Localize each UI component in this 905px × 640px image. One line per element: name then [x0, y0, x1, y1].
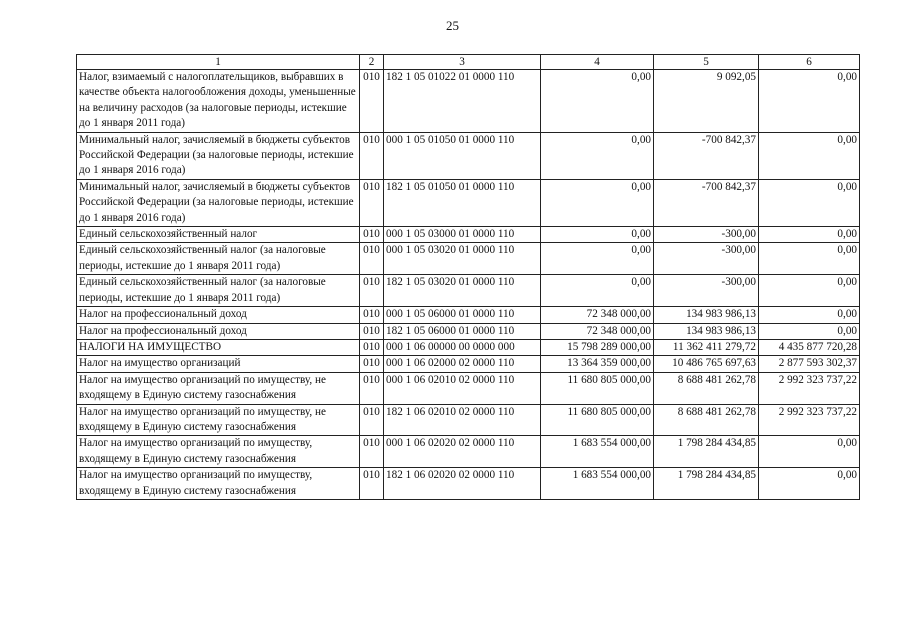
table-row [77, 404, 860, 436]
row-col5-value: -300,00 [654, 227, 759, 243]
row-col4-value: 0,00 [541, 70, 654, 133]
row-col6-value: 0,00 [759, 468, 860, 500]
table-row [77, 275, 860, 307]
row-col5-value: 8 688 481 262,78 [654, 372, 759, 404]
row-col4-value: 0,00 [541, 179, 654, 226]
row-budget-code: 000 1 06 02000 02 0000 110 [384, 356, 541, 372]
row-budget-code: 182 1 06 02010 02 0000 110 [384, 404, 541, 436]
row-col5-value: 11 362 411 279,72 [654, 339, 759, 355]
table-row [77, 243, 860, 275]
row-name: НАЛОГИ НА ИМУЩЕСТВО [77, 339, 360, 355]
row-col5-value: -300,00 [654, 243, 759, 275]
table-row [77, 179, 860, 226]
table-row [77, 339, 860, 355]
row-name: Налог, взимаемый с налогоплательщиков, выбравших в качестве объекта налогообложения доходы, уменьшенные на величину расходов (за налоговые периоды, истекшие до 1 января 2011 года) [77, 70, 360, 133]
row-col6-value: 2 992 323 737,22 [759, 372, 860, 404]
row-col6-value: 0,00 [759, 436, 860, 468]
table-row [77, 70, 860, 133]
row-name: Минимальный налог, зачисляемый в бюджеты субъектов Российской Федерации (за налоговые периоды, истекшие до 1 января 2016 года) [77, 132, 360, 179]
row-name: Единый сельскохозяйственный налог [77, 227, 360, 243]
row-code: 010 [360, 404, 384, 436]
row-col5-value: -700 842,37 [654, 132, 759, 179]
row-col6-value: 0,00 [759, 243, 860, 275]
column-header-6: 6 [759, 55, 860, 70]
row-col6-value: 0,00 [759, 307, 860, 323]
row-code: 010 [360, 307, 384, 323]
row-col6-value: 0,00 [759, 70, 860, 133]
row-code: 010 [360, 70, 384, 133]
row-col4-value: 0,00 [541, 243, 654, 275]
column-header-4: 4 [541, 55, 654, 70]
row-budget-code: 000 1 05 03000 01 0000 110 [384, 227, 541, 243]
row-col5-value: 134 983 986,13 [654, 323, 759, 339]
row-code: 010 [360, 372, 384, 404]
row-budget-code: 000 1 05 06000 01 0000 110 [384, 307, 541, 323]
row-code: 010 [360, 275, 384, 307]
row-col6-value: 0,00 [759, 179, 860, 226]
row-col4-value: 15 798 289 000,00 [541, 339, 654, 355]
row-col5-value: 8 688 481 262,78 [654, 404, 759, 436]
row-budget-code: 182 1 05 01050 01 0000 110 [384, 179, 541, 226]
table-row [77, 323, 860, 339]
row-col5-value: 9 092,05 [654, 70, 759, 133]
row-col6-value: 0,00 [759, 227, 860, 243]
row-budget-code: 182 1 05 03020 01 0000 110 [384, 275, 541, 307]
table-row [77, 227, 860, 243]
row-code: 010 [360, 339, 384, 355]
row-name: Минимальный налог, зачисляемый в бюджеты субъектов Российской Федерации (за налоговые периоды, истекшие до 1 января 2016 года) [77, 179, 360, 226]
row-budget-code: 000 1 05 03020 01 0000 110 [384, 243, 541, 275]
row-col4-value: 1 683 554 000,00 [541, 436, 654, 468]
row-col4-value: 72 348 000,00 [541, 323, 654, 339]
row-budget-code: 182 1 05 01022 01 0000 110 [384, 70, 541, 133]
row-code: 010 [360, 243, 384, 275]
row-col5-value: -300,00 [654, 275, 759, 307]
row-name: Налог на профессиональный доход [77, 323, 360, 339]
row-name: Налог на имущество организаций по имуществу, не входящему в Единую систему газоснабжения [77, 404, 360, 436]
row-col6-value: 0,00 [759, 275, 860, 307]
row-name: Налог на имущество организаций по имуществу, входящему в Единую систему газоснабжения [77, 468, 360, 500]
row-col4-value: 13 364 359 000,00 [541, 356, 654, 372]
row-code: 010 [360, 436, 384, 468]
row-name: Налог на имущество организаций по имуществу, входящему в Единую систему газоснабжения [77, 436, 360, 468]
column-header-1: 1 [77, 55, 360, 70]
row-code: 010 [360, 179, 384, 226]
row-col4-value: 0,00 [541, 132, 654, 179]
row-budget-code: 000 1 06 02010 02 0000 110 [384, 372, 541, 404]
row-code: 010 [360, 468, 384, 500]
column-header-3: 3 [384, 55, 541, 70]
row-code: 010 [360, 356, 384, 372]
row-name: Налог на профессиональный доход [77, 307, 360, 323]
column-header-2: 2 [360, 55, 384, 70]
row-col4-value: 11 680 805 000,00 [541, 372, 654, 404]
row-col6-value: 2 992 323 737,22 [759, 404, 860, 436]
row-name: Единый сельскохозяйственный налог (за налоговые периоды, истекшие до 1 января 2011 года) [77, 243, 360, 275]
row-col6-value: 0,00 [759, 132, 860, 179]
table-row [77, 372, 860, 404]
row-budget-code: 182 1 05 06000 01 0000 110 [384, 323, 541, 339]
row-col6-value: 4 435 877 720,28 [759, 339, 860, 355]
row-col4-value: 0,00 [541, 275, 654, 307]
row-col4-value: 1 683 554 000,00 [541, 468, 654, 500]
table-row [77, 468, 860, 500]
row-col4-value: 11 680 805 000,00 [541, 404, 654, 436]
row-name: Налог на имущество организаций [77, 356, 360, 372]
table-row [77, 132, 860, 179]
row-budget-code: 182 1 06 02020 02 0000 110 [384, 468, 541, 500]
row-col5-value: 134 983 986,13 [654, 307, 759, 323]
row-col6-value: 0,00 [759, 323, 860, 339]
row-code: 010 [360, 323, 384, 339]
row-col5-value: 1 798 284 434,85 [654, 436, 759, 468]
row-name: Единый сельскохозяйственный налог (за налоговые периоды, истекшие до 1 января 2011 года) [77, 275, 360, 307]
table-header-row [77, 55, 860, 70]
column-header-5: 5 [654, 55, 759, 70]
row-budget-code: 000 1 06 00000 00 0000 000 [384, 339, 541, 355]
row-col5-value: 10 486 765 697,63 [654, 356, 759, 372]
row-col4-value: 72 348 000,00 [541, 307, 654, 323]
row-col5-value: -700 842,37 [654, 179, 759, 226]
table-row [77, 356, 860, 372]
page-number: 25 [446, 18, 459, 33]
row-col4-value: 0,00 [541, 227, 654, 243]
budget-table [76, 54, 860, 500]
table-row [77, 436, 860, 468]
row-budget-code: 000 1 06 02020 02 0000 110 [384, 436, 541, 468]
row-budget-code: 000 1 05 01050 01 0000 110 [384, 132, 541, 179]
row-code: 010 [360, 132, 384, 179]
row-name: Налог на имущество организаций по имуществу, не входящему в Единую систему газоснабжения [77, 372, 360, 404]
row-col6-value: 2 877 593 302,37 [759, 356, 860, 372]
row-code: 010 [360, 227, 384, 243]
table-row [77, 307, 860, 323]
row-col5-value: 1 798 284 434,85 [654, 468, 759, 500]
